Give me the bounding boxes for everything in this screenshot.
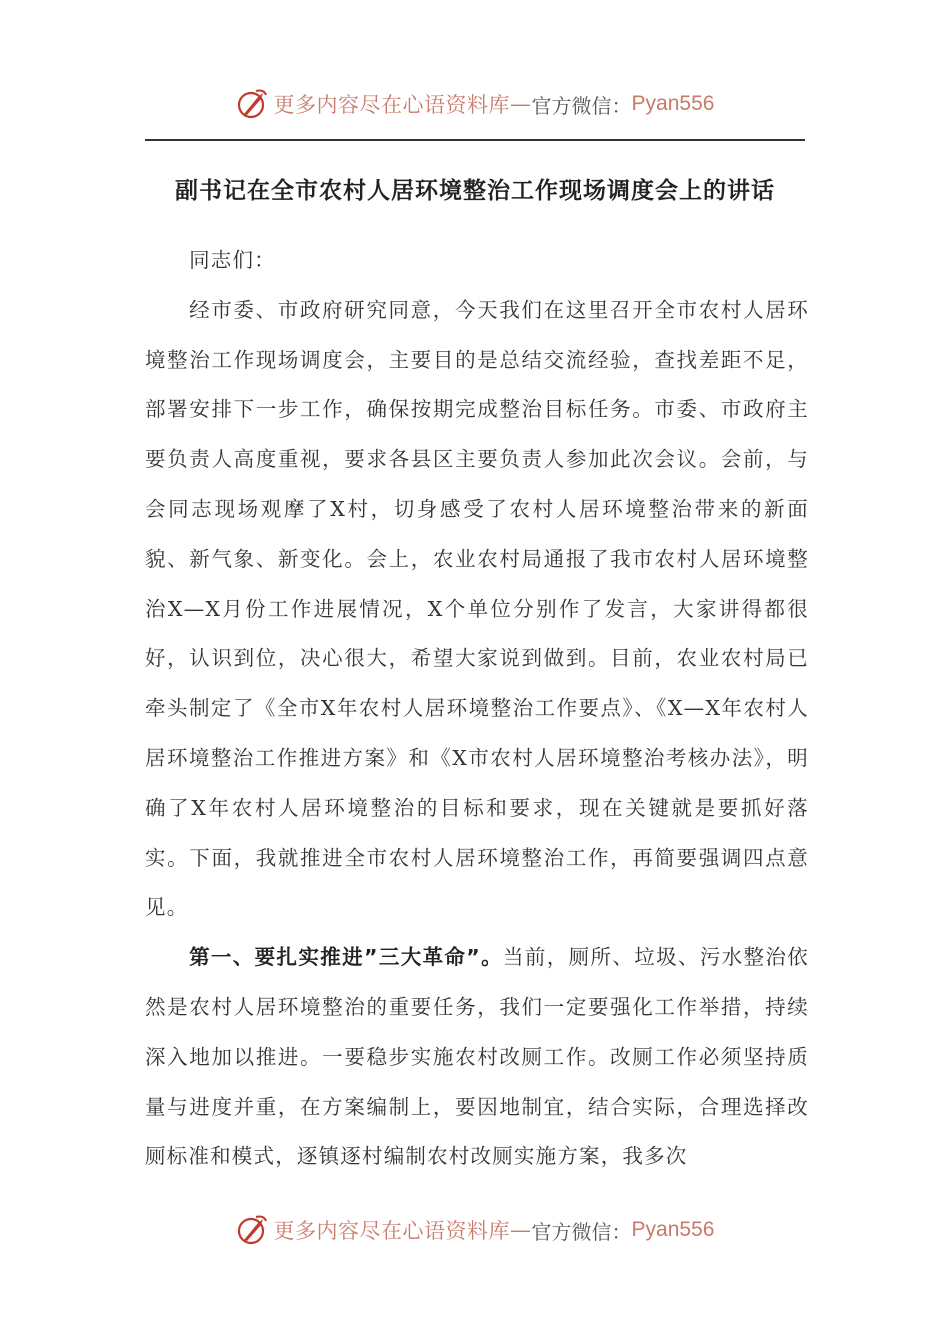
banner-separator: —: [510, 1218, 532, 1242]
banner-wechat-id: Pyan556: [631, 1218, 715, 1241]
paragraph-2: [145, 933, 809, 1182]
paragraph-2-body: 当前，厕所、垃圾、污水整治依然是农村人居环境整治的重要任务，我们一定要强化工作举措，持续深入地加以推进。一要稳步实施农村改厕工作。改厕工作必须坚持质量与进度并重，在方案编制上，要因地制宜，结合实际，合理选择改厕标准和模式，逐镇逐村编制农村改厕实施方案，我多次: [145, 945, 809, 1169]
banner-label: 官方微信：: [531, 93, 632, 118]
banner-label: 官方微信：: [531, 1219, 632, 1244]
document-body: [145, 236, 809, 1182]
banner-separator: —: [510, 92, 532, 116]
footer-banner: [0, 1210, 950, 1250]
banner-main-text: 更多内容尽在心语资料库: [273, 93, 511, 117]
salutation: 同志们：: [189, 248, 276, 272]
pen-nib-logo-icon: [236, 87, 270, 121]
pen-nib-logo-icon: [236, 1213, 270, 1247]
paragraph-1: 经市委、市政府研究同意，今天我们在这里召开全市农村人居环境整治工作现场调度会，主要目的是总结交流经验，查找差距不足，部署安排下一步工作，确保按期完成整治目标任务。市委、市政府主要负责人高度重视，要求各县区主要负责人参加此次会议。会前，与会同志现场观摩了X村，切身感受了农村人居环境整治带来的新面貌、新气象、新变化。会上，农业农村局通报了我市农村人居环境整治X—X月份工作进展情况，X个单位分别作了发言，大家讲得都很好，认识到位，决心很大，希望大家说到做到。目前，农业农村局已牵头制定了《全市X年农村人居环境整治工作要点》、《X—X年农村人居环境整治工作推进方案》和《X市农村人居环境整治考核办法》，明确了X年农村人居环境整治的目标和要求，现在关键就是要抓好落实。下面，我就推进全市农村人居环境整治工作，再简要强调四点意见。: [145, 297, 809, 920]
paragraph-2-heading: 第一、要扎实推进”三大革命”。: [189, 945, 504, 970]
document-title: 副书记在全市农村人居环境整治工作现场调度会上的讲话: [175, 178, 775, 204]
banner-main-text: 更多内容尽在心语资料库: [273, 1219, 511, 1243]
header-banner: [0, 84, 950, 124]
header-rule: [145, 139, 805, 141]
banner-wechat-id: Pyan556: [631, 92, 715, 115]
